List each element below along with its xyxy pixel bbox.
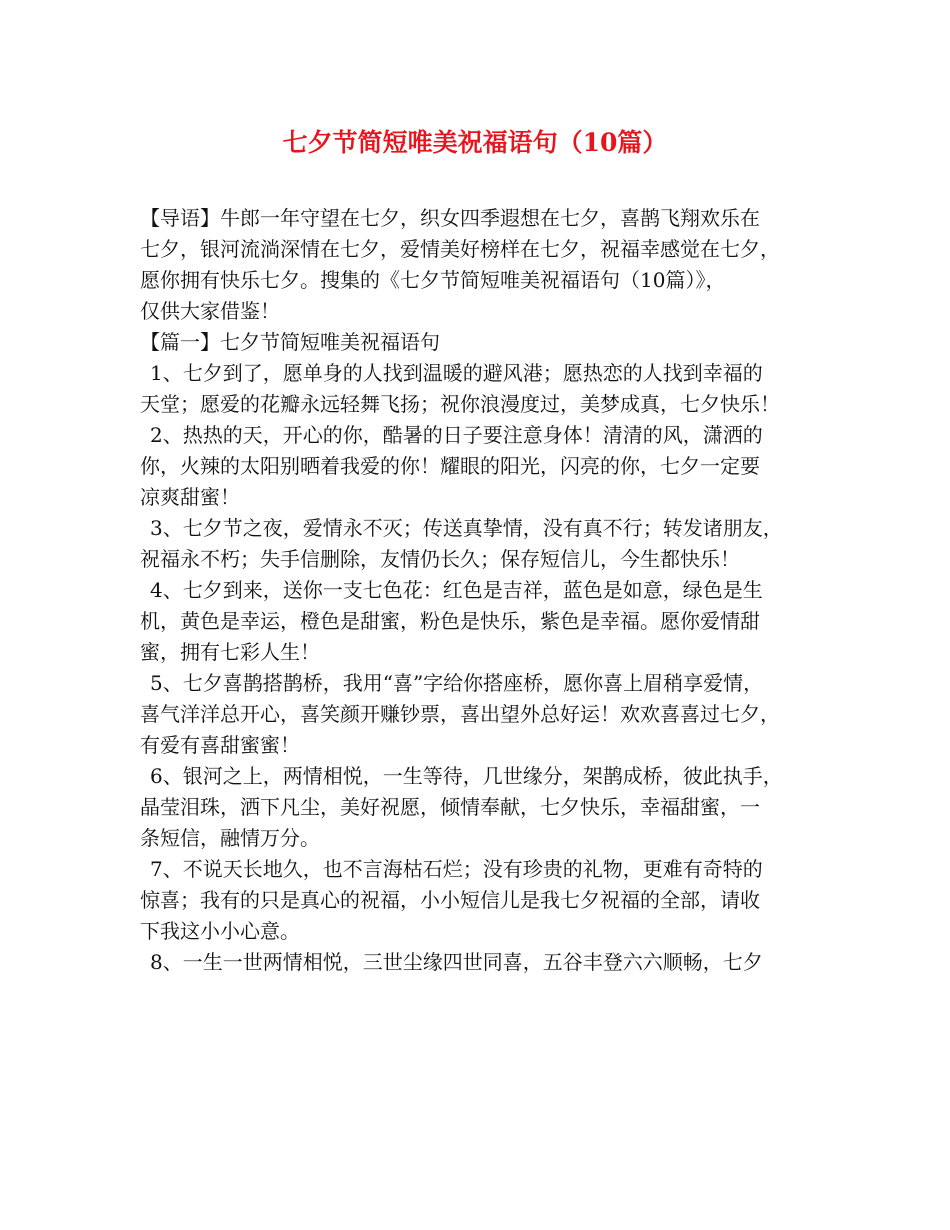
text-line: 5、七夕喜鹊搭鹊桥，我用“喜”字给你搭座桥，愿你喜上眉稍享爱情，	[150, 671, 764, 695]
list-item	[140, 668, 830, 761]
text-line: 2、热热的天，开心的你，酷暑的日子要注意身体！清清的风，潇洒的	[150, 423, 763, 447]
section-heading	[140, 327, 830, 358]
list-item	[140, 358, 830, 420]
text-line: 天堂；愿爱的花瓣永远轻舞飞扬；祝你浪漫度过，美梦成真，七夕快乐！	[140, 392, 780, 416]
text-line: 祝福永不朽；失手信删除，友情仍长久；保存短信儿，今生都快乐！	[140, 547, 740, 571]
list-item	[140, 761, 830, 854]
text-line: 条短信，融情万分。	[140, 826, 320, 850]
text-line: 4、七夕到来，送你一支七色花：红色是吉祥，蓝色是如意，绿色是生	[150, 578, 763, 602]
text-line: 喜气洋洋总开心，喜笑颜开赚钞票，喜出望外总好运！欢欢喜喜过七夕，	[140, 702, 780, 726]
text-line: 凉爽甜蜜！	[140, 485, 240, 509]
document-body	[140, 203, 830, 978]
text-line: 七夕，银河流淌深情在七夕，爱情美好榜样在七夕，祝福幸感觉在七夕，	[140, 237, 780, 261]
text-line: 【导语】牛郎一年守望在七夕，织女四季遐想在七夕，喜鹊飞翔欢乐在	[140, 206, 760, 230]
text-line: 7、不说天长地久，也不言海枯石烂；没有珍贵的礼物，更难有奇特的	[150, 857, 763, 881]
list-item	[140, 854, 830, 947]
text-line: 蜜，拥有七彩人生！	[140, 640, 320, 664]
text-line: 你，火辣的太阳别晒着我爱的你！耀眼的阳光，闪亮的你，七夕一定要	[140, 454, 760, 478]
text-line: 有爱有喜甜蜜蜜！	[140, 733, 300, 757]
text-line: 8、一生一世两情相悦，三世尘缘四世同喜，五谷丰登六六顺畅，七夕	[150, 950, 763, 974]
intro-paragraph	[140, 203, 830, 327]
text-line: 晶莹泪珠，洒下凡尘，美好祝愿，倾情奉献，七夕快乐，幸福甜蜜，一	[140, 795, 760, 819]
text-line: 1、七夕到了，愿单身的人找到温暖的避风港；愿热恋的人找到幸福的	[150, 361, 763, 385]
document-title: 七夕节简短唯美祝福语句（10篇）	[282, 128, 668, 157]
text-line: 仅供大家借鉴！	[140, 299, 280, 323]
text-line: 机，黄色是幸运，橙色是甜蜜，粉色是快乐，紫色是幸福。愿你爱情甜	[140, 609, 760, 633]
list-item	[140, 420, 830, 513]
text-line: 惊喜；我有的只是真心的祝福，小小短信儿是我七夕祝福的全部，请收	[140, 888, 760, 912]
text-line: 6、银河之上，两情相悦，一生等待，几世缘分，架鹊成桥，彼此执手，	[150, 764, 783, 788]
text-line: 【篇一】七夕节简短唯美祝福语句	[140, 330, 440, 354]
list-item	[140, 513, 830, 575]
list-item	[140, 947, 830, 978]
text-line: 3、七夕节之夜，爱情永不灭；传送真挚情，没有真不行；转发诸朋友，	[150, 516, 783, 540]
text-line: 愿你拥有快乐七夕。搜集的《七夕节简短唯美祝福语句（10篇）》，	[140, 268, 726, 292]
list-item	[140, 575, 830, 668]
text-line: 下我这小小心意。	[140, 919, 300, 943]
